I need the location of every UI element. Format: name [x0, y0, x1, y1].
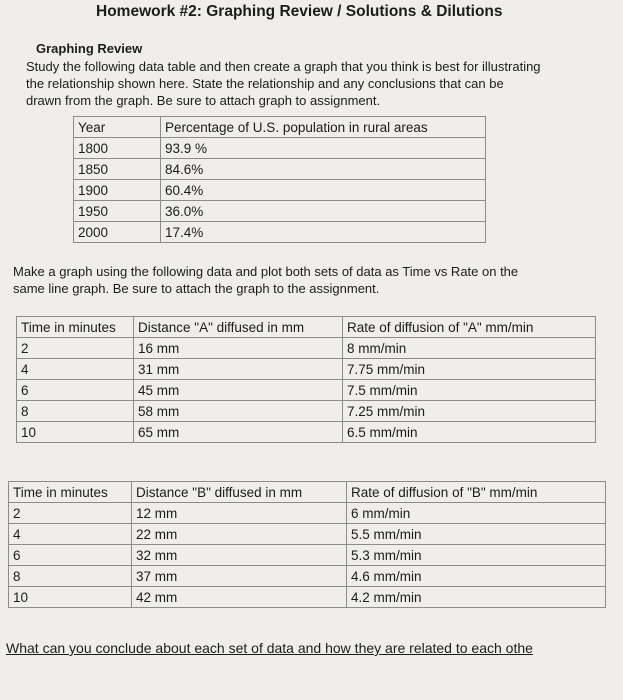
table-cell: 10: [17, 422, 134, 443]
table-cell: 4: [9, 524, 132, 545]
section-title: Graphing Review: [36, 41, 143, 56]
table-cell: 12 mm: [132, 503, 347, 524]
table-row: [9, 587, 606, 608]
intro-paragraph: Study the following data table and then create a graph that you think is best for illustrating the relationship shown here. State the relationship and any conclusions that can be drawn from the graph. Be sure to attach graph to assignment.: [26, 59, 541, 108]
table-header-row: [17, 317, 596, 338]
table-cell: 93.9 %: [161, 138, 486, 159]
column-header: Percentage of U.S. population in rural areas: [161, 117, 486, 138]
graph-instructions: Make a graph using the following data and plot both sets of data as Time vs Rate on the same line graph. Be sure to attach the graph to the assignment.: [13, 264, 519, 296]
table-cell: 8: [9, 566, 132, 587]
table-cell: 1800: [74, 138, 161, 159]
column-header: Year: [74, 117, 161, 138]
table-row: [17, 401, 596, 422]
table-cell: 45 mm: [134, 380, 343, 401]
table-cell: 1900: [74, 180, 161, 201]
table-cell: 6: [9, 545, 132, 566]
column-header: Time in minutes: [9, 482, 132, 503]
column-header: Rate of diffusion of "A" mm/min: [343, 317, 596, 338]
table-header-row: [74, 117, 486, 138]
table-row: [17, 380, 596, 401]
table-row: [17, 359, 596, 380]
table-row: [9, 503, 606, 524]
table-header-row: [9, 482, 606, 503]
table-cell: 2: [17, 338, 134, 359]
diffusion-a-table: [16, 316, 596, 443]
table-row: [9, 566, 606, 587]
table-cell: 32 mm: [132, 545, 347, 566]
table-cell: 17.4%: [161, 222, 486, 243]
table-cell: 4: [17, 359, 134, 380]
table-cell: 31 mm: [134, 359, 343, 380]
table-cell: 42 mm: [132, 587, 347, 608]
table-cell: 37 mm: [132, 566, 347, 587]
table-cell: 22 mm: [132, 524, 347, 545]
table-cell: 6 mm/min: [347, 503, 606, 524]
table-cell: 84.6%: [161, 159, 486, 180]
table-cell: 5.3 mm/min: [347, 545, 606, 566]
table-row: [9, 545, 606, 566]
table-cell: 4.6 mm/min: [347, 566, 606, 587]
table-cell: 58 mm: [134, 401, 343, 422]
table-cell: 1950: [74, 201, 161, 222]
column-header: Distance "A" diffused in mm: [134, 317, 343, 338]
column-header: Distance "B" diffused in mm: [132, 482, 347, 503]
table-cell: 1850: [74, 159, 161, 180]
table-cell: 65 mm: [134, 422, 343, 443]
table-cell: 36.0%: [161, 201, 486, 222]
table-cell: 8 mm/min: [343, 338, 596, 359]
table-row: [74, 138, 486, 159]
table-cell: 10: [9, 587, 132, 608]
table-cell: 7.75 mm/min: [343, 359, 596, 380]
table-cell: 2000: [74, 222, 161, 243]
column-header: Time in minutes: [17, 317, 134, 338]
table-row: [17, 338, 596, 359]
table-cell: 16 mm: [134, 338, 343, 359]
table-cell: 2: [9, 503, 132, 524]
table-row: [74, 201, 486, 222]
table-cell: 5.5 mm/min: [347, 524, 606, 545]
table-cell: 6: [17, 380, 134, 401]
table-cell: 4.2 mm/min: [347, 587, 606, 608]
table-cell: 7.25 mm/min: [343, 401, 596, 422]
page-title: Homework #2: Graphing Review / Solutions & Dilutions: [96, 3, 503, 20]
rural-population-table: [73, 116, 486, 243]
table-row: [74, 180, 486, 201]
table-row: [74, 222, 486, 243]
table-cell: 8: [17, 401, 134, 422]
table-row: [9, 524, 606, 545]
table-cell: 60.4%: [161, 180, 486, 201]
table-row: [74, 159, 486, 180]
table-row: [17, 422, 596, 443]
conclusion-question: What can you conclude about each set of data and how they are related to each othe: [6, 640, 533, 656]
column-header: Rate of diffusion of "B" mm/min: [347, 482, 606, 503]
table-cell: 7.5 mm/min: [343, 380, 596, 401]
diffusion-b-table: [8, 481, 606, 608]
table-cell: 6.5 mm/min: [343, 422, 596, 443]
